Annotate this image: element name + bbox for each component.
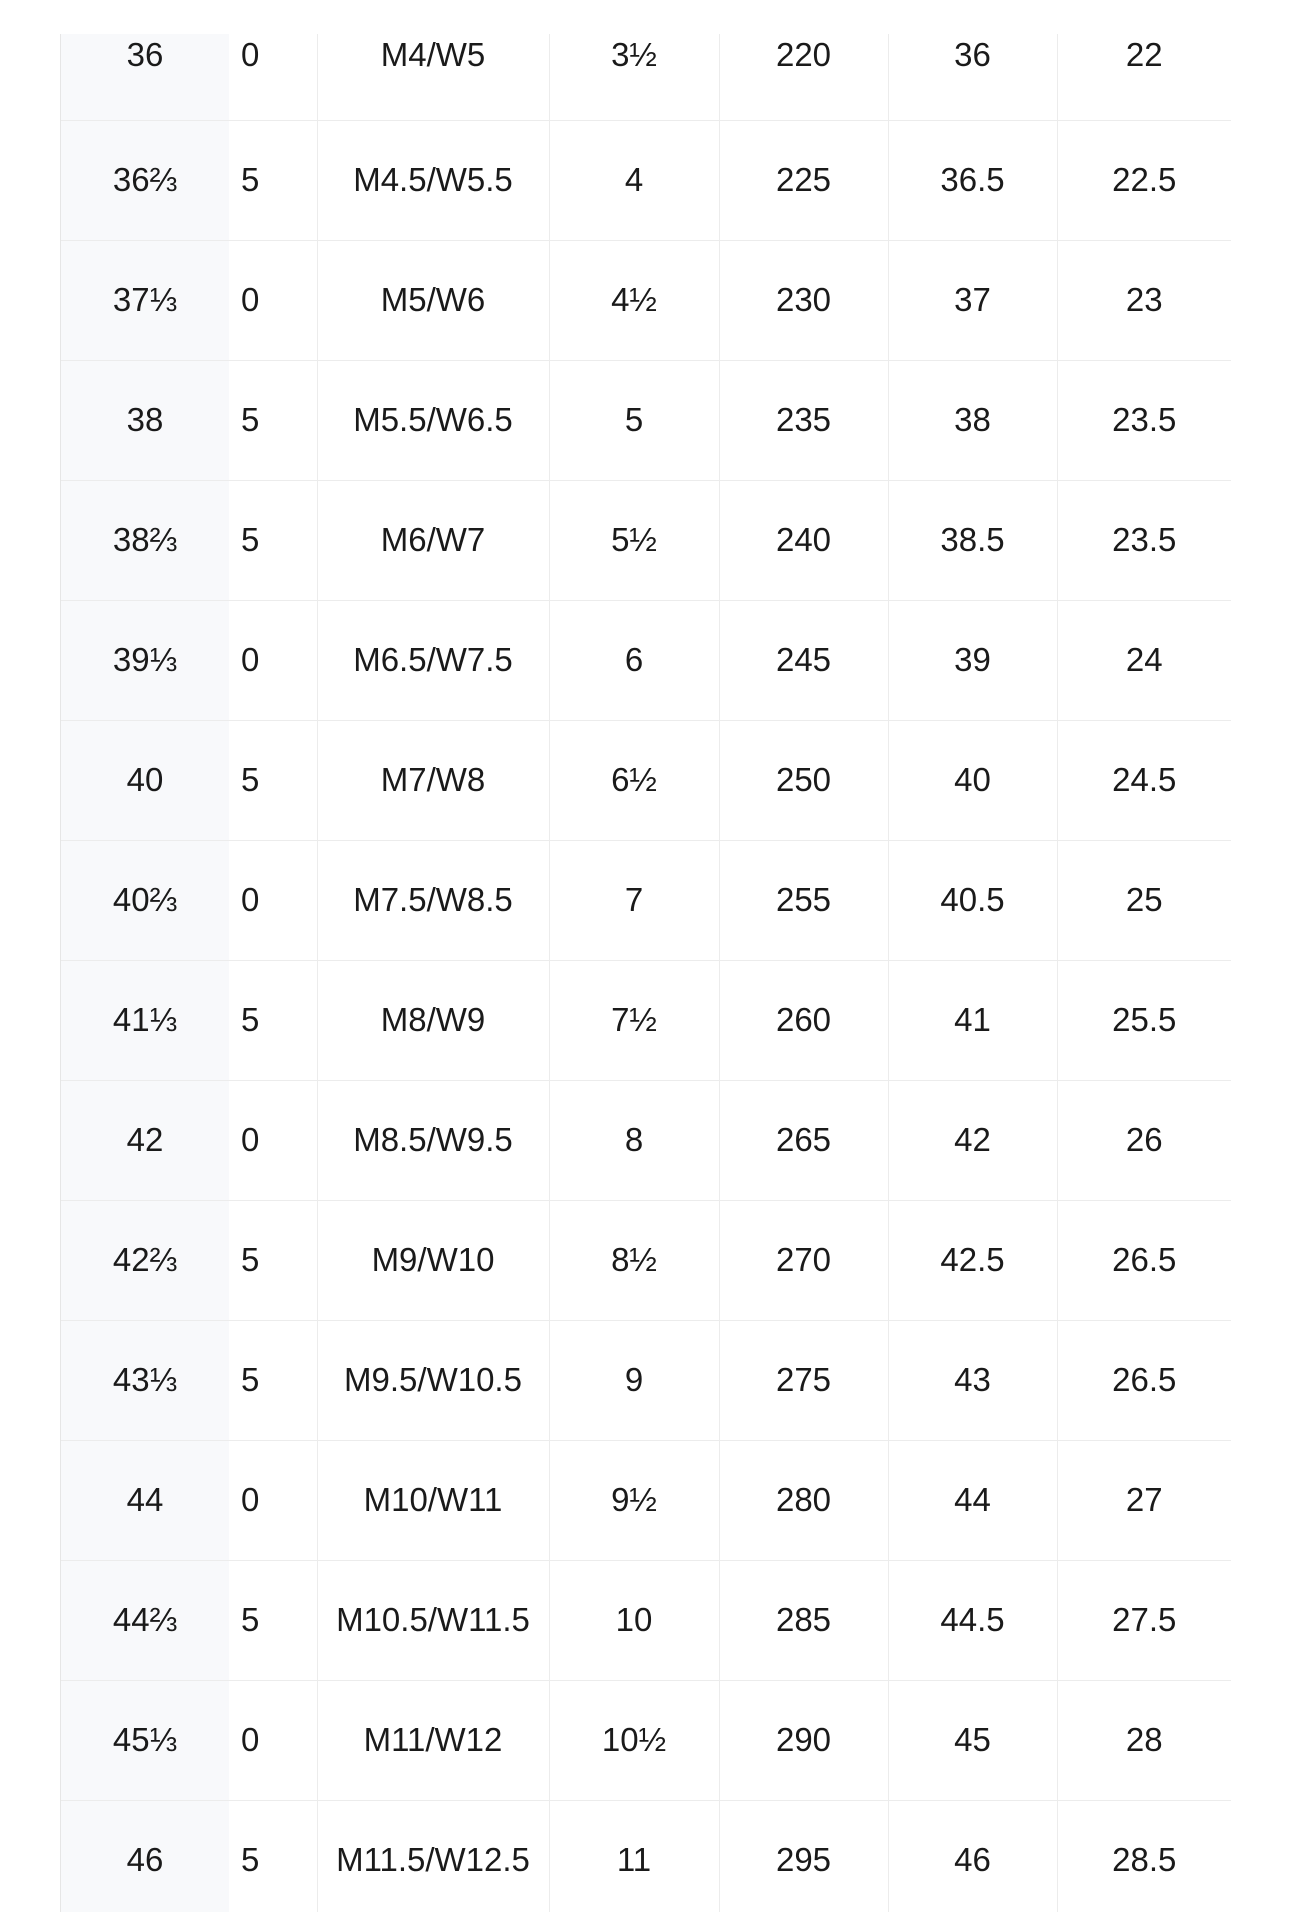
uk-size-cell: 8½ bbox=[549, 1200, 719, 1320]
eu-size-decimal-cell: 46 bbox=[888, 1800, 1057, 1912]
eu-size-cell: 40⅔ bbox=[61, 840, 229, 960]
eu-size-decimal-cell: 41 bbox=[888, 960, 1057, 1080]
partially-hidden-cell: 0 bbox=[229, 240, 317, 360]
mondopoint-mm-cell: 280 bbox=[719, 1440, 888, 1560]
table-row bbox=[61, 1440, 1231, 1560]
eu-size-cell: 36 bbox=[61, 34, 229, 120]
foot-length-cm-cell: 28 bbox=[1057, 1680, 1231, 1800]
mondopoint-mm-cell: 275 bbox=[719, 1320, 888, 1440]
eu-size-cell: 42 bbox=[61, 1080, 229, 1200]
eu-size-cell: 41⅓ bbox=[61, 960, 229, 1080]
mondopoint-mm-cell: 285 bbox=[719, 1560, 888, 1680]
eu-size-decimal-cell: 38.5 bbox=[888, 480, 1057, 600]
uk-size-cell: 10 bbox=[549, 1560, 719, 1680]
eu-size-decimal-cell: 40.5 bbox=[888, 840, 1057, 960]
eu-size-cell: 42⅔ bbox=[61, 1200, 229, 1320]
partially-hidden-cell: 5 bbox=[229, 480, 317, 600]
uk-size-cell: 4 bbox=[549, 120, 719, 240]
eu-size-cell: 36⅔ bbox=[61, 120, 229, 240]
eu-size-decimal-cell: 44 bbox=[888, 1440, 1057, 1560]
us-mens-womens-size-cell: M10.5/W11.5 bbox=[317, 1560, 549, 1680]
uk-size-cell: 9½ bbox=[549, 1440, 719, 1560]
eu-size-decimal-cell: 38 bbox=[888, 360, 1057, 480]
partially-hidden-cell: 0 bbox=[229, 1080, 317, 1200]
partially-hidden-cell: 5 bbox=[229, 720, 317, 840]
uk-size-cell: 3½ bbox=[549, 34, 719, 120]
eu-size-cell: 44⅔ bbox=[61, 1560, 229, 1680]
mondopoint-mm-cell: 230 bbox=[719, 240, 888, 360]
uk-size-cell: 5 bbox=[549, 360, 719, 480]
partially-hidden-cell: 5 bbox=[229, 120, 317, 240]
mondopoint-mm-cell: 225 bbox=[719, 120, 888, 240]
table-row bbox=[61, 360, 1231, 480]
table-row bbox=[61, 240, 1231, 360]
us-mens-womens-size-cell: M7.5/W8.5 bbox=[317, 840, 549, 960]
mondopoint-mm-cell: 265 bbox=[719, 1080, 888, 1200]
eu-size-decimal-cell: 42 bbox=[888, 1080, 1057, 1200]
eu-size-cell: 44 bbox=[61, 1440, 229, 1560]
eu-size-decimal-cell: 36 bbox=[888, 34, 1057, 120]
table-row bbox=[61, 1800, 1231, 1912]
partially-hidden-cell: 0 bbox=[229, 1680, 317, 1800]
partially-hidden-cell: 5 bbox=[229, 1560, 317, 1680]
mondopoint-mm-cell: 295 bbox=[719, 1800, 888, 1912]
table-row bbox=[61, 120, 1231, 240]
table-row bbox=[61, 1680, 1231, 1800]
partially-hidden-cell: 0 bbox=[229, 600, 317, 720]
eu-size-decimal-cell: 36.5 bbox=[888, 120, 1057, 240]
partially-hidden-cell: 0 bbox=[229, 34, 317, 120]
partially-hidden-cell: 5 bbox=[229, 960, 317, 1080]
uk-size-cell: 7½ bbox=[549, 960, 719, 1080]
eu-size-decimal-cell: 42.5 bbox=[888, 1200, 1057, 1320]
us-mens-womens-size-cell: M7/W8 bbox=[317, 720, 549, 840]
uk-size-cell: 11 bbox=[549, 1800, 719, 1912]
table-row bbox=[61, 1320, 1231, 1440]
eu-size-decimal-cell: 37 bbox=[888, 240, 1057, 360]
eu-size-cell: 45⅓ bbox=[61, 1680, 229, 1800]
table-row bbox=[61, 1200, 1231, 1320]
mondopoint-mm-cell: 250 bbox=[719, 720, 888, 840]
us-mens-womens-size-cell: M5.5/W6.5 bbox=[317, 360, 549, 480]
us-mens-womens-size-cell: M9/W10 bbox=[317, 1200, 549, 1320]
us-mens-womens-size-cell: M9.5/W10.5 bbox=[317, 1320, 549, 1440]
partially-hidden-cell: 5 bbox=[229, 1800, 317, 1912]
uk-size-cell: 4½ bbox=[549, 240, 719, 360]
us-mens-womens-size-cell: M11.5/W12.5 bbox=[317, 1800, 549, 1912]
eu-size-cell: 38⅔ bbox=[61, 480, 229, 600]
foot-length-cm-cell: 22 bbox=[1057, 34, 1231, 120]
uk-size-cell: 6 bbox=[549, 600, 719, 720]
foot-length-cm-cell: 24 bbox=[1057, 600, 1231, 720]
foot-length-cm-cell: 26 bbox=[1057, 1080, 1231, 1200]
uk-size-cell: 7 bbox=[549, 840, 719, 960]
us-mens-womens-size-cell: M5/W6 bbox=[317, 240, 549, 360]
table-row bbox=[61, 1560, 1231, 1680]
mondopoint-mm-cell: 290 bbox=[719, 1680, 888, 1800]
partially-hidden-cell: 0 bbox=[229, 840, 317, 960]
partially-hidden-cell: 5 bbox=[229, 360, 317, 480]
foot-length-cm-cell: 23.5 bbox=[1057, 360, 1231, 480]
us-mens-womens-size-cell: M10/W11 bbox=[317, 1440, 549, 1560]
mondopoint-mm-cell: 245 bbox=[719, 600, 888, 720]
mondopoint-mm-cell: 260 bbox=[719, 960, 888, 1080]
uk-size-cell: 10½ bbox=[549, 1680, 719, 1800]
table-row bbox=[61, 720, 1231, 840]
eu-size-cell: 38 bbox=[61, 360, 229, 480]
us-mens-womens-size-cell: M11/W12 bbox=[317, 1680, 549, 1800]
us-mens-womens-size-cell: M4.5/W5.5 bbox=[317, 120, 549, 240]
foot-length-cm-cell: 24.5 bbox=[1057, 720, 1231, 840]
partially-hidden-cell: 0 bbox=[229, 1440, 317, 1560]
eu-size-cell: 40 bbox=[61, 720, 229, 840]
us-mens-womens-size-cell: M6.5/W7.5 bbox=[317, 600, 549, 720]
mondopoint-mm-cell: 270 bbox=[719, 1200, 888, 1320]
foot-length-cm-cell: 27.5 bbox=[1057, 1560, 1231, 1680]
eu-size-cell: 39⅓ bbox=[61, 600, 229, 720]
eu-size-cell: 37⅓ bbox=[61, 240, 229, 360]
foot-length-cm-cell: 22.5 bbox=[1057, 120, 1231, 240]
foot-length-cm-cell: 26.5 bbox=[1057, 1200, 1231, 1320]
table-row bbox=[61, 600, 1231, 720]
eu-size-decimal-cell: 45 bbox=[888, 1680, 1057, 1800]
us-mens-womens-size-cell: M4/W5 bbox=[317, 34, 549, 120]
foot-length-cm-cell: 25 bbox=[1057, 840, 1231, 960]
us-mens-womens-size-cell: M6/W7 bbox=[317, 480, 549, 600]
partially-hidden-cell: 5 bbox=[229, 1320, 317, 1440]
size-table-body bbox=[61, 34, 1231, 1912]
mondopoint-mm-cell: 235 bbox=[719, 360, 888, 480]
us-mens-womens-size-cell: M8/W9 bbox=[317, 960, 549, 1080]
mondopoint-mm-cell: 240 bbox=[719, 480, 888, 600]
eu-size-decimal-cell: 43 bbox=[888, 1320, 1057, 1440]
uk-size-cell: 8 bbox=[549, 1080, 719, 1200]
foot-length-cm-cell: 28.5 bbox=[1057, 1800, 1231, 1912]
table-row bbox=[61, 1080, 1231, 1200]
uk-size-cell: 9 bbox=[549, 1320, 719, 1440]
uk-size-cell: 6½ bbox=[549, 720, 719, 840]
foot-length-cm-cell: 23 bbox=[1057, 240, 1231, 360]
eu-size-cell: 46 bbox=[61, 1800, 229, 1912]
us-mens-womens-size-cell: M8.5/W9.5 bbox=[317, 1080, 549, 1200]
table-row bbox=[61, 960, 1231, 1080]
partially-hidden-cell: 5 bbox=[229, 1200, 317, 1320]
mondopoint-mm-cell: 220 bbox=[719, 34, 888, 120]
shoe-size-table bbox=[61, 34, 1231, 1912]
foot-length-cm-cell: 23.5 bbox=[1057, 480, 1231, 600]
size-chart-scroll-area[interactable] bbox=[60, 34, 1231, 1912]
foot-length-cm-cell: 25.5 bbox=[1057, 960, 1231, 1080]
mondopoint-mm-cell: 255 bbox=[719, 840, 888, 960]
table-row bbox=[61, 34, 1231, 120]
eu-size-decimal-cell: 44.5 bbox=[888, 1560, 1057, 1680]
eu-size-decimal-cell: 40 bbox=[888, 720, 1057, 840]
foot-length-cm-cell: 27 bbox=[1057, 1440, 1231, 1560]
table-row bbox=[61, 480, 1231, 600]
uk-size-cell: 5½ bbox=[549, 480, 719, 600]
foot-length-cm-cell: 26.5 bbox=[1057, 1320, 1231, 1440]
eu-size-cell: 43⅓ bbox=[61, 1320, 229, 1440]
table-row bbox=[61, 840, 1231, 960]
eu-size-decimal-cell: 39 bbox=[888, 600, 1057, 720]
